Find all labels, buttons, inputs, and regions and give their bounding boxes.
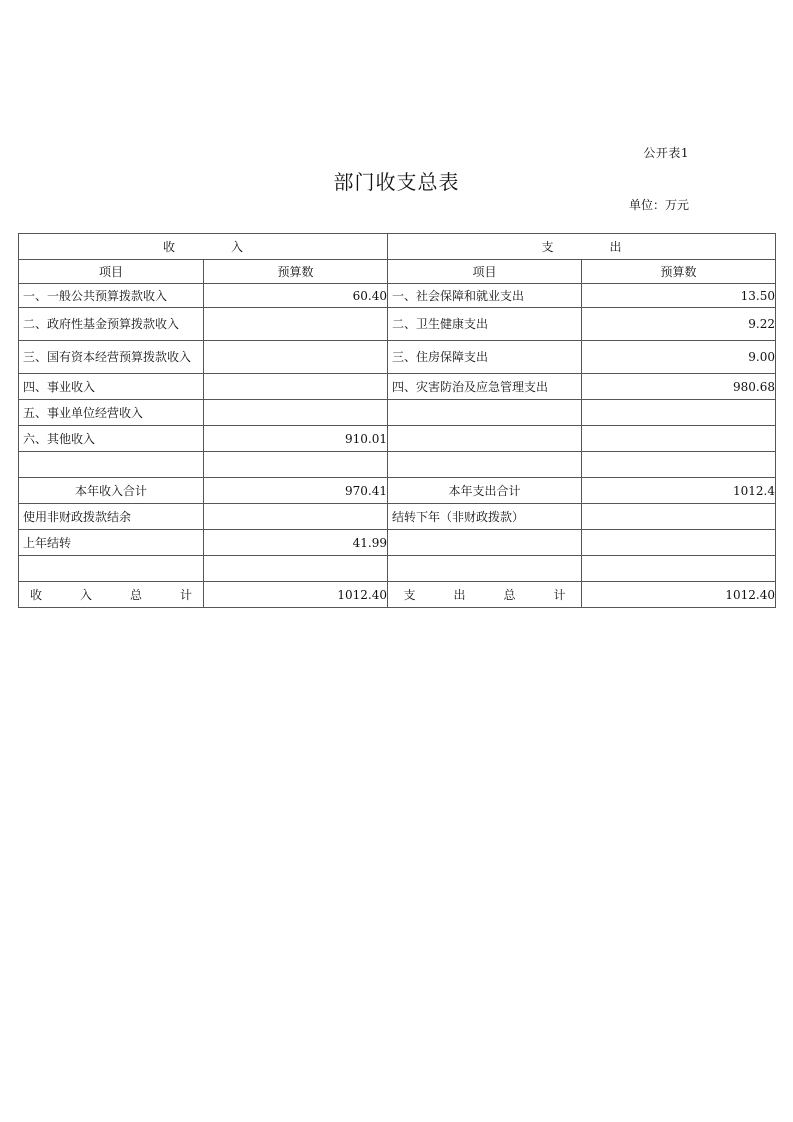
income-value-cell: 910.01 bbox=[204, 426, 388, 452]
table-row bbox=[19, 426, 776, 452]
expense-item-cell: 三、住房保障支出 bbox=[388, 341, 582, 374]
unit-label: 单位：万元 bbox=[628, 198, 689, 212]
income-item-cell: 上年结转 bbox=[19, 530, 204, 556]
expense-value-cell bbox=[582, 530, 776, 556]
income-item-cell: 二、政府性基金预算拨款收入 bbox=[19, 308, 204, 341]
income-value-cell bbox=[204, 452, 388, 478]
income-year-total-value: 970.41 bbox=[204, 478, 388, 504]
expense-value-cell bbox=[582, 400, 776, 426]
income-item-cell: 六、其他收入 bbox=[19, 426, 204, 452]
income-item-cell: 三、国有资本经营预算拨款收入 bbox=[19, 341, 204, 374]
income-section-header: 收 入 bbox=[19, 234, 388, 260]
income-value-cell: 41.99 bbox=[204, 530, 388, 556]
expense-value-cell bbox=[582, 452, 776, 478]
income-value-cell: 60.40 bbox=[204, 284, 388, 308]
expense-year-total-value: 1012.4 bbox=[582, 478, 776, 504]
grand-total-row bbox=[19, 582, 776, 608]
income-item-cell: 四、事业收入 bbox=[19, 374, 204, 400]
expense-item-cell: 四、灾害防治及应急管理支出 bbox=[388, 374, 582, 400]
income-item-cell bbox=[19, 556, 204, 582]
table-row bbox=[19, 308, 776, 341]
expense-item-cell: 二、卫生健康支出 bbox=[388, 308, 582, 341]
income-item-cell bbox=[19, 452, 204, 478]
income-value-cell bbox=[204, 374, 388, 400]
section-header-row bbox=[19, 234, 776, 260]
table-row bbox=[19, 452, 776, 478]
expense-item-cell bbox=[388, 452, 582, 478]
expense-year-total-label: 本年支出合计 bbox=[388, 478, 582, 504]
income-value-cell bbox=[204, 400, 388, 426]
year-total-row bbox=[19, 478, 776, 504]
expense-value-cell bbox=[582, 504, 776, 530]
table-row bbox=[19, 400, 776, 426]
expense-section-header: 支 出 bbox=[388, 234, 776, 260]
expense-item-cell bbox=[388, 530, 582, 556]
expense-item-cell bbox=[388, 426, 582, 452]
table-row bbox=[19, 556, 776, 582]
expense-value-cell bbox=[582, 556, 776, 582]
table-row bbox=[19, 374, 776, 400]
table-row bbox=[19, 341, 776, 374]
expense-item-cell bbox=[388, 400, 582, 426]
expense-grand-total-value: 1012.40 bbox=[582, 582, 776, 608]
income-item-cell: 使用非财政拨款结余 bbox=[19, 504, 204, 530]
page-title: 部门收支总表 bbox=[333, 170, 460, 194]
income-value-cell bbox=[204, 556, 388, 582]
form-code: 公开表1 bbox=[643, 146, 689, 160]
income-value-cell bbox=[204, 504, 388, 530]
expense-value-cell: 9.00 bbox=[582, 341, 776, 374]
budget-summary-table bbox=[18, 233, 776, 608]
column-header-row bbox=[19, 260, 776, 284]
table-row bbox=[19, 504, 776, 530]
expense-budget-header: 预算数 bbox=[582, 260, 776, 284]
income-item-cell: 五、事业单位经营收入 bbox=[19, 400, 204, 426]
income-item-cell: 一、一般公共预算拨款收入 bbox=[19, 284, 204, 308]
income-item-header: 项目 bbox=[19, 260, 204, 284]
table-row bbox=[19, 284, 776, 308]
income-grand-total-label: 收 入 总 计 bbox=[19, 582, 204, 608]
income-year-total-label: 本年收入合计 bbox=[19, 478, 204, 504]
table-row bbox=[19, 530, 776, 556]
income-value-cell bbox=[204, 341, 388, 374]
expense-grand-total-label: 支 出 总 计 bbox=[388, 582, 582, 608]
expense-value-cell bbox=[582, 426, 776, 452]
expense-item-cell bbox=[388, 556, 582, 582]
income-value-cell bbox=[204, 308, 388, 341]
expense-item-header: 项目 bbox=[388, 260, 582, 284]
expense-value-cell: 980.68 bbox=[582, 374, 776, 400]
income-grand-total-value: 1012.40 bbox=[204, 582, 388, 608]
expense-item-cell: 一、社会保障和就业支出 bbox=[388, 284, 582, 308]
expense-item-cell: 结转下年（非财政拨款） bbox=[388, 504, 582, 530]
income-budget-header: 预算数 bbox=[204, 260, 388, 284]
expense-value-cell: 13.50 bbox=[582, 284, 776, 308]
expense-value-cell: 9.22 bbox=[582, 308, 776, 341]
